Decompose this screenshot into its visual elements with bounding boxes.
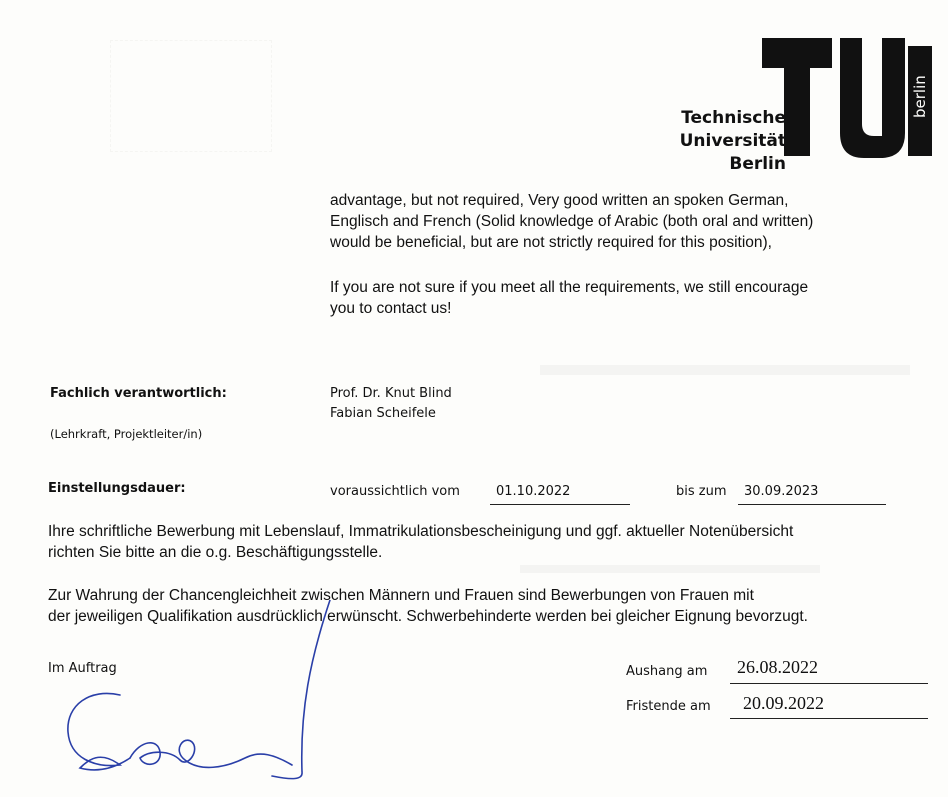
employment-to-label: bis zum	[676, 484, 727, 499]
responsible-sublabel: (Lehrkraft, Projektleiter/in)	[50, 427, 203, 441]
requirements-line-2: Englisch and French (Solid knowledge of Arabic (both oral and written)	[330, 213, 814, 230]
equality-line-2: der jeweiligen Qualifikation ausdrücklich erwünscht. Schwerbehinderte werden bei gleicher Eignung bevorzugt.	[48, 608, 808, 625]
requirements-line-3: would be beneficial, but are not strictly required for this position),	[330, 234, 772, 251]
application-line-2: richten Sie bitte an die o.g. Beschäftigungsstelle.	[48, 544, 383, 561]
employment-to-underline	[738, 504, 886, 505]
encouragement-text	[330, 277, 808, 319]
requirements-text	[330, 190, 813, 253]
fristende-label: Fristende am	[626, 699, 711, 714]
tu-logo-mark	[762, 38, 934, 168]
scan-artifact	[110, 40, 272, 152]
requirements-line-1: advantage, but not required, Very good written an spoken German,	[330, 192, 789, 209]
aushang-underline	[730, 683, 928, 684]
scan-artifact	[540, 365, 910, 375]
aushang-label: Aushang am	[626, 664, 708, 679]
encouragement-line-1: If you are not sure if you meet all the requirements, we still encourage	[330, 279, 809, 296]
application-line-1: Ihre schriftliche Bewerbung mit Lebenslauf, Immatrikulationsbescheinigung und ggf. aktueller Notenübersicht	[48, 523, 794, 540]
responsible-label: Fachlich verantwortlich:	[50, 386, 227, 401]
svg-text:berlin: berlin	[911, 75, 929, 118]
employment-from-value: 01.10.2022	[496, 484, 571, 499]
logo-line-3: Berlin	[729, 154, 786, 174]
application-text	[48, 521, 793, 563]
fristende-date: 20.09.2022	[743, 693, 824, 713]
employment-from-underline	[490, 504, 630, 505]
encouragement-line-2: you to contact us!	[330, 300, 452, 317]
employment-from-label: voraussichtlich vom	[330, 484, 460, 499]
logo-line-1: Technische	[681, 108, 786, 128]
equality-line-1: Zur Wahrung der Chancengleichheit zwischen Männern und Frauen sind Bewerbungen von Frauen mit	[48, 587, 754, 604]
responsible-names	[330, 384, 452, 424]
logo-line-2: Universität	[679, 131, 786, 151]
employment-to-value: 30.09.2023	[744, 484, 819, 499]
im-auftrag-label: Im Auftrag	[48, 661, 117, 676]
employment-label: Einstellungsdauer:	[48, 481, 186, 496]
scan-artifact	[520, 565, 820, 573]
handwritten-signature	[60, 600, 340, 790]
responsible-name-2: Fabian Scheifele	[330, 406, 436, 421]
responsible-name-1: Prof. Dr. Knut Blind	[330, 386, 452, 401]
aushang-date: 26.08.2022	[737, 657, 818, 677]
fristende-underline	[730, 718, 928, 719]
